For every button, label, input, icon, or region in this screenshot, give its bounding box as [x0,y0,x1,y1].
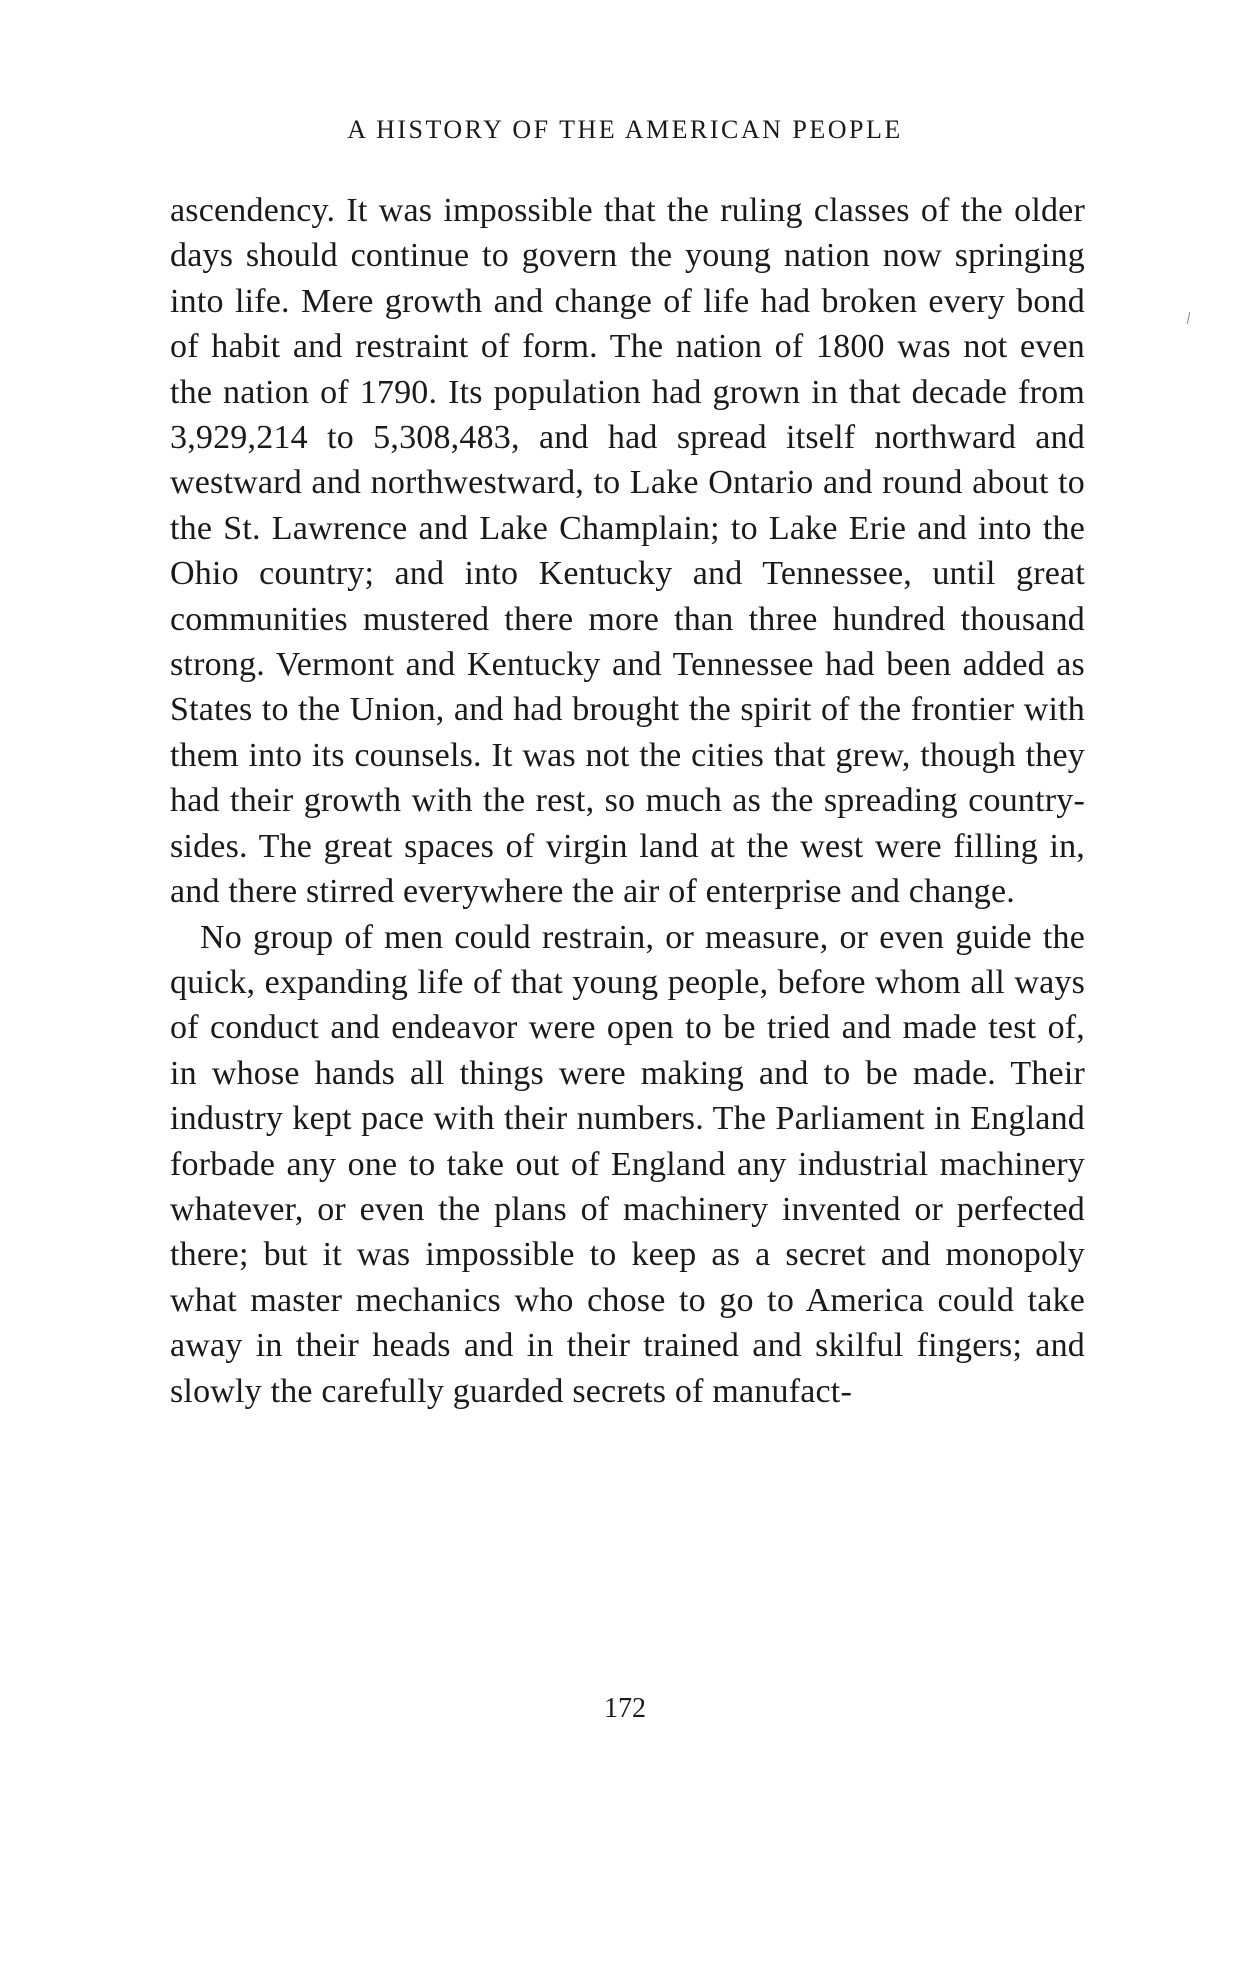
paragraph-1: ascendency. It was impossible that the ruling classes of the older days should continue to govern the young nation now springing into life. Mere growth and change of life had broken every bond of habit and restraint of form. The nation of 1800 was not even the nation of 1790. Its population had grown in that decade from 3,929,214 to 5,308,483, and had spread itself northward and westward and northwestward, to Lake Ontario and round about to the St. Lawrence and Lake Champlain; to Lake Erie and into the Ohio country; and into Kentucky and Tennessee, until great communities mustered there more than three hundred thousand strong. Vermont and Kentucky and Tennessee had been added as States to the Union, and had brought the spirit of the frontier with them into its counsels. It was not the cities that grew, though they had their growth with the rest, so much as the spreading country-sides. The great spaces of virgin land at the west were filling in, and there stirred everywhere the air of enterprise and change. [170,192,1085,911]
scan-speck [1187,312,1190,324]
paragraph-2: No group of men could restrain, or measure, or even guide the quick, expanding life of that young people, before whom all ways of conduct and endeavor were open to be tried and made test of, in whose hands all things were making and to be made. Their industry kept pace with their numbers. The Parliament in England forbade any one to take out of England any industrial machinery whatever, or even the plans of machinery invented or perfected there; but it was impossible to keep as a secret and monopoly what master mechanics who chose to go to America could take away in their heads and in their trained and skilful fingers; and slowly the carefully guarded secrets of manufact- [170,918,1085,1410]
running-head: A HISTORY OF THE AMERICAN PEOPLE [347,115,903,144]
body-text [170,188,1085,1414]
page-number: 172 [604,1693,646,1724]
